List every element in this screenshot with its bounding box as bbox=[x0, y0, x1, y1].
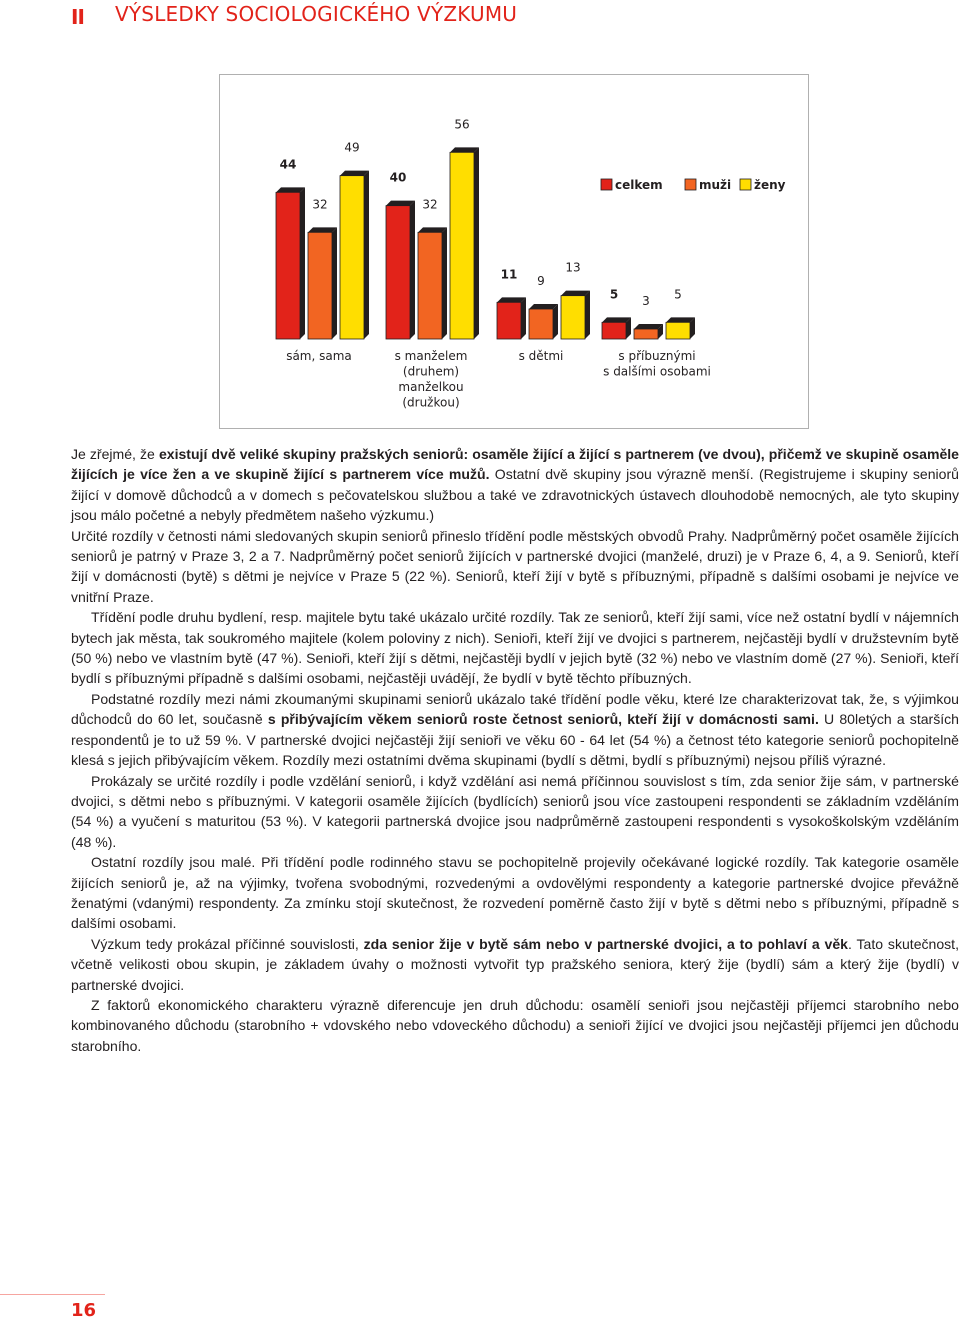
bar-side bbox=[474, 147, 479, 339]
paragraph bbox=[71, 934, 959, 995]
bar-top bbox=[529, 304, 558, 309]
bar-top bbox=[418, 227, 447, 232]
bar bbox=[529, 309, 553, 339]
data-label: 13 bbox=[565, 260, 581, 275]
chapter-title: VÝSLEDKY SOCIOLOGICKÉHO VÝZKUMU bbox=[115, 2, 518, 26]
category-label: s dětmi bbox=[518, 349, 564, 363]
text-run: Z faktorů ekonomického charakteru výrazně diferencuje jen druh důchodu: osamělí senioři jsou nejčastěji příjemci starobního nebo kombinovaného důchodu (starobního + vdovského nebo vdoveckého důchodu) a senioři žijící ve dvojici jsou nejčastěji příjemci jen důchodu starobního. bbox=[71, 996, 959, 1054]
legend-label: ženy bbox=[754, 178, 786, 192]
data-label: 40 bbox=[389, 170, 407, 185]
bar-top bbox=[602, 317, 631, 322]
bar-top bbox=[497, 297, 526, 302]
category-label: s dalšími osobami bbox=[603, 364, 711, 379]
bar bbox=[340, 176, 364, 339]
category-label: (družkou) bbox=[402, 395, 460, 410]
text-run: Určité rozdíly v četnosti námi sledovaných skupin seniorů přineslo třídění podle městských obvodů Prahy. Nadprůměrný počet osaměle žijících seniorů je patrný v Praze 3, 2 a 7. Nadprůměrný počet seniorů žijících v partnerské dvojici (manželé, druzi) je v Praze 6, 4, a 9. Seniorů, kteří žijí v domácnosti (bytě) s dětmi je nejvíce v Praze 5 (22 %). Seniorů, kteří žijí v bytě s příbuznými, případně s dalšími osobami je nejvíce ve vnitřní Praze. bbox=[71, 527, 959, 605]
paragraph bbox=[71, 444, 959, 526]
bar bbox=[666, 322, 690, 339]
text-run: U 80letých a starších respondentů je to už 59 %. V partnerské dvojici nejčastěji žijí senioři ve věku 60 - 64 let (54 %) a četnost této kategorie seniorů pochopitelně klesá s jejich přibývajícím věkem. Rozdíly mezi ostatními dvěma skupinami (bydlí s dětmi, bydlí s příbuznými) nejsou příliš výrazné. bbox=[71, 711, 959, 769]
paragraph bbox=[71, 771, 959, 853]
data-label: 3 bbox=[642, 294, 650, 308]
bar-top bbox=[386, 201, 415, 206]
bar bbox=[634, 329, 658, 339]
footer-divider bbox=[0, 1294, 105, 1295]
text-run: Je zřejmé, že bbox=[71, 446, 159, 462]
category-label: (druhem) bbox=[402, 364, 460, 379]
bar-top bbox=[276, 187, 305, 192]
paragraph bbox=[71, 607, 959, 689]
bar-side bbox=[553, 304, 558, 339]
bar-side bbox=[364, 171, 369, 339]
data-label: 11 bbox=[500, 267, 518, 282]
bar bbox=[450, 152, 474, 339]
body-text bbox=[71, 444, 959, 1056]
data-label: 49 bbox=[344, 140, 360, 155]
bar-top bbox=[561, 291, 590, 296]
bar-side bbox=[585, 291, 590, 339]
paragraph bbox=[71, 689, 959, 771]
bar bbox=[497, 302, 521, 339]
text-run: Ostatní dvě skupiny jsou výrazně menší. (Registrujeme i skupiny seniorů žijící v domově důchodců a v domech s pečovatelskou službou a také ve zdravotnických ústavech dlouhodobě nemocných, ale tyto skupiny jsou málo početné a nebyly předmětem našeho výzkumu.) bbox=[71, 466, 959, 524]
bar-side bbox=[300, 187, 305, 339]
legend-label: celkem bbox=[615, 178, 663, 192]
bar-side bbox=[410, 201, 415, 339]
data-label: 9 bbox=[537, 274, 545, 288]
bar bbox=[276, 192, 300, 339]
category-label: s manželem bbox=[394, 349, 468, 363]
bold-text: s přibývajícím věkem seniorů roste četnost seniorů, kteří žijí v domácnosti sami. bbox=[267, 711, 819, 728]
bar-side bbox=[521, 297, 526, 339]
legend-swatch bbox=[601, 179, 612, 190]
bar-top bbox=[340, 171, 369, 176]
bar-top bbox=[450, 147, 479, 152]
legend-swatch bbox=[685, 179, 696, 190]
data-label: 32 bbox=[422, 197, 438, 212]
page-number: 16 bbox=[71, 1300, 97, 1321]
data-label: 32 bbox=[312, 197, 328, 212]
paragraph bbox=[71, 852, 959, 934]
bar bbox=[602, 322, 626, 339]
text-run: Výzkum tedy prokázal příčinné souvislosti, bbox=[91, 935, 364, 952]
bar-chart bbox=[219, 74, 809, 429]
bar bbox=[561, 296, 585, 339]
data-label: 5 bbox=[674, 287, 682, 302]
text-run: Prokázaly se určité rozdíly i podle vzdělání seniorů, i když vzdělání asi nemá příčinnou souvislost s tím, zda senior žije sám, v partnerské dvojici, s dětmi nebo s příbuznými. V kategorii osaměle žijících (bydlících) seniorů jsou více zastoupeni respondenti se základním vzděláním (54 %) a vyučení s maturitou (53 %). V kategorii partnerská dvojice jsou nadprůměrně zastoupeni respondenti s vysokoškolským vzděláním (48 %). bbox=[71, 772, 959, 850]
bar-top bbox=[308, 227, 337, 232]
legend-swatch bbox=[740, 179, 751, 190]
bold-text: zda senior žije v bytě sám nebo v partnerské dvojici, a to pohlaví a věk bbox=[363, 935, 848, 952]
bar-side bbox=[332, 227, 337, 339]
bar-top bbox=[666, 317, 695, 322]
bar-top bbox=[634, 324, 663, 329]
category-label: s příbuznými bbox=[618, 349, 696, 363]
category-label: sám, sama bbox=[286, 349, 352, 363]
text-run: Podstatné rozdíly mezi námi zkoumanými skupinami seniorů ukázalo také třídění podle věku, které lze charakterizovat tak, že, s výjimkou důchodců do 60 let, současně bbox=[71, 690, 959, 728]
text-run: Třídění podle druhu bydlení, resp. majitele bytu také ukázalo určité rozdíly. Tak ze seniorů, kteří žijí sami, více než ostatní bydlí v nájemních bytech jak města, tak soukromého majitele (kolem poloviny z nich). Senioři, kteří žijí ve dvojici s partnerem, nejčastěji bydlí v družstevním bytě (50 %) nebo ve vlastním bytě (47 %). Senioři, kteří žijí s dětmi, nejčastěji bydlí v jejich bytě (32 %) nebo ve vlastním domě (27 %). Senioři, kteří bydlí s příbuznými případně s dalšími osobami, nejčastěji uvádějí, že bydlí v bytě těchto příbuzných. bbox=[71, 609, 959, 687]
bold-text: existují dvě veliké skupiny pražských seniorů: osaměle žijící a žijící s partnerem (ve dvou), přičemž ve skupině osaměle žijících je více žen a ve skupině žijící s partnerem více mužů. bbox=[71, 446, 959, 483]
paragraph bbox=[71, 526, 959, 608]
bar bbox=[386, 206, 410, 339]
page-header bbox=[0, 0, 960, 30]
text-run: . Tato skutečnost, včetně velikosti obou skupin, je základem úvahy o možnosti vytvořit typ pražského seniora, který žije (bydlí) sám a který žije (bydlí) v partnerské dvojici. bbox=[71, 935, 959, 993]
text-run: Ostatní rozdíly jsou malé. Při třídění podle rodinného stavu se pochopitelně projevily očekávané logické rozdíly. Tak kategorie osaměle žijících seniorů je, až na výjimky, tvořena svobodnými, rozvedenými a ovdovělými respondenty a kategorie partnerské dvojice převážně ženatými (vdanými) respondenty. Za zmínku stojí skutečnost, že rozvedení poměrně často žijí v bytě s dětmi nebo s příbuznými, případně s dalšími osobami. bbox=[71, 854, 959, 932]
bar-side bbox=[442, 227, 447, 339]
data-label: 44 bbox=[279, 157, 297, 172]
data-label: 5 bbox=[609, 287, 619, 302]
bar bbox=[308, 232, 332, 339]
category-label: manželkou bbox=[398, 380, 464, 394]
bar bbox=[418, 232, 442, 339]
legend-label: muži bbox=[699, 178, 732, 192]
paragraph bbox=[71, 995, 959, 1056]
chapter-mark: II bbox=[71, 5, 84, 29]
data-label: 56 bbox=[454, 117, 470, 132]
